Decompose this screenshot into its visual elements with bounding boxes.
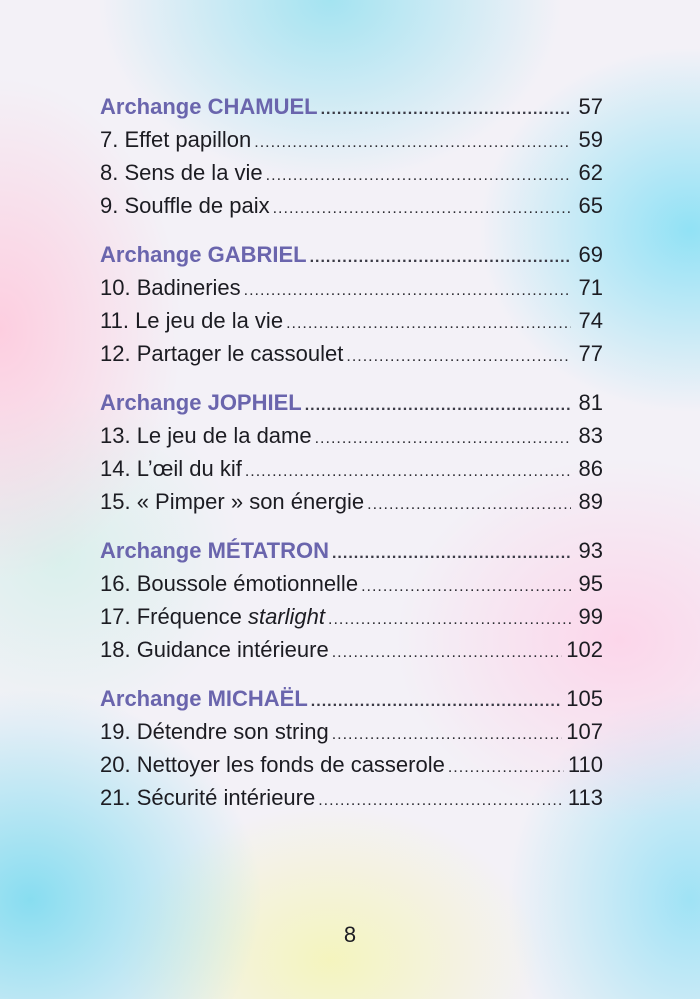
page-number: 83: [578, 423, 603, 448]
page-number: 57: [578, 94, 603, 119]
section-jophiel: [100, 386, 603, 518]
dot-leader: [361, 570, 571, 603]
toc-entry[interactable]: [100, 304, 603, 337]
toc-entry[interactable]: [100, 419, 603, 452]
section-heading[interactable]: [100, 534, 603, 567]
entry-label: 18. Guidance intérieure: [100, 637, 329, 662]
page-number: 113: [567, 785, 603, 810]
section-gabriel: [100, 238, 603, 370]
page-number: 86: [578, 456, 603, 481]
section-title: Archange CHAMUEL: [100, 94, 318, 119]
page-number: 102: [566, 637, 603, 662]
page-number: 95: [578, 571, 603, 596]
section-title: Archange JOPHIEL: [100, 390, 302, 415]
section-heading[interactable]: [100, 238, 603, 271]
page-number: 110: [567, 752, 603, 777]
toc-entry[interactable]: [100, 156, 603, 189]
page-number: 89: [578, 489, 603, 514]
entry-label: 10. Badineries: [100, 275, 241, 300]
page-footer-number: 8: [343, 922, 357, 947]
toc-entry[interactable]: [100, 337, 603, 370]
toc-entry[interactable]: [100, 452, 603, 485]
entry-label-italic: starlight: [247, 604, 326, 629]
page-number: 69: [578, 242, 603, 267]
entry-label: 20. Nettoyer les fonds de casserole: [100, 752, 445, 777]
entry-label: 11. Le jeu de la vie: [100, 308, 284, 333]
page-number: 81: [578, 390, 603, 415]
toc-entry[interactable]: [100, 485, 603, 518]
dot-leader: [321, 93, 571, 126]
dot-leader: [367, 488, 571, 521]
section-heading[interactable]: [100, 90, 603, 123]
entry-label-text: 17. Fréquence: [100, 604, 248, 629]
dot-leader: [305, 389, 571, 422]
dot-leader: [332, 636, 563, 669]
dot-leader: [266, 159, 571, 192]
page-number: 93: [578, 538, 603, 563]
dot-leader: [311, 685, 562, 718]
section-chamuel: [100, 90, 603, 222]
section-metatron: [100, 534, 603, 666]
entry-label: 9. Souffle de paix: [100, 193, 270, 218]
section-heading[interactable]: [100, 682, 603, 715]
dot-leader: [273, 192, 571, 225]
entry-label: 7. Effet papillon: [100, 127, 252, 152]
dot-leader: [328, 603, 571, 636]
entry-label: 12. Partager le cassoulet: [100, 341, 344, 366]
dot-leader: [286, 307, 571, 340]
entry-label: 8. Sens de la vie: [100, 160, 263, 185]
page-number: 65: [578, 193, 603, 218]
entry-label: 15. « Pimper » son énergie: [100, 489, 365, 514]
section-title: Archange MICHAËL: [100, 686, 308, 711]
page-number: 62: [578, 160, 603, 185]
section-michael: [100, 682, 603, 814]
entry-label: 16. Boussole émotionnelle: [100, 571, 359, 596]
page-number: 99: [578, 604, 603, 629]
entry-label: 21. Sécurité intérieure: [100, 785, 316, 810]
dot-leader: [318, 784, 564, 817]
entry-label: 14. L’œil du kif: [100, 456, 242, 481]
section-heading[interactable]: [100, 386, 603, 419]
table-of-contents: [100, 90, 603, 830]
dot-leader: [254, 126, 571, 159]
page-number: 74: [578, 308, 603, 333]
toc-entry[interactable]: [100, 567, 603, 600]
page-number: 107: [566, 719, 603, 744]
entry-label: 19. Détendre son string: [100, 719, 329, 744]
toc-entry[interactable]: [100, 781, 603, 814]
dot-leader: [315, 422, 571, 455]
page-number: 71: [578, 275, 603, 300]
entry-label: [100, 600, 325, 633]
toc-entry[interactable]: [100, 715, 603, 748]
dot-leader: [310, 241, 571, 274]
toc-entry[interactable]: [100, 189, 603, 222]
toc-entry[interactable]: [100, 271, 603, 304]
toc-entry[interactable]: [100, 123, 603, 156]
toc-entry[interactable]: [100, 600, 603, 633]
section-title: Archange MÉTATRON: [100, 538, 329, 563]
page-number: 59: [578, 127, 603, 152]
toc-entry[interactable]: [100, 633, 603, 666]
page-number: 105: [566, 686, 603, 711]
dot-leader: [332, 537, 571, 570]
dot-leader: [245, 455, 571, 488]
dot-leader: [332, 718, 563, 751]
toc-entry[interactable]: [100, 748, 603, 781]
dot-leader: [346, 340, 571, 373]
dot-leader: [244, 274, 571, 307]
section-title: Archange GABRIEL: [100, 242, 307, 267]
entry-label: 13. Le jeu de la dame: [100, 423, 312, 448]
page-number: 77: [578, 341, 603, 366]
dot-leader: [448, 751, 564, 784]
